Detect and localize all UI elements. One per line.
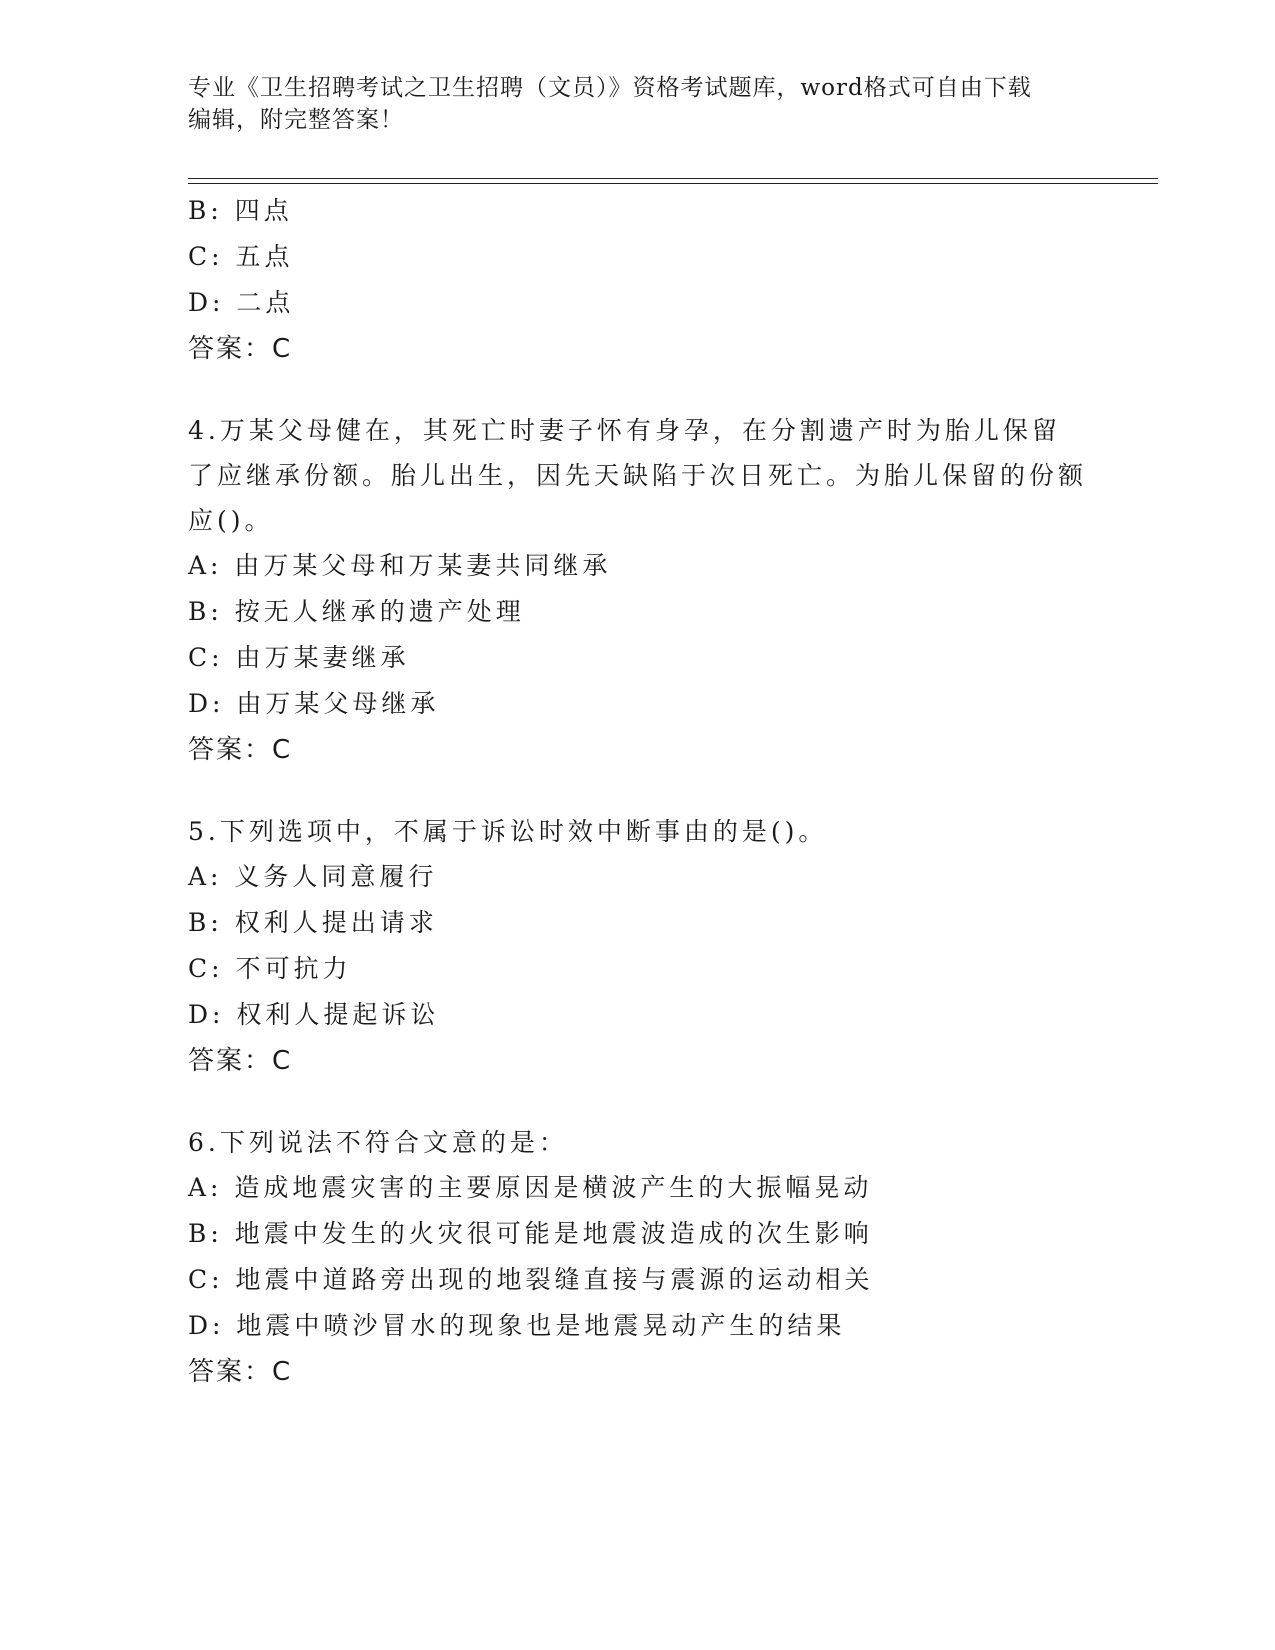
answer: 答案：C (188, 735, 293, 765)
option-d: D: 二点 (188, 288, 295, 317)
option-a: A: 造成地震灾害的主要原因是横波产生的大振幅晃动 (188, 1173, 873, 1202)
question-text: 4.万某父母健在，其死亡时妻子怀有身孕，在分割遗产时为胎儿保留了应继承份额。胎儿出生，因先天缺陷于次日死亡。为胎儿保留的份额应()。 (188, 416, 1088, 535)
question-text: 5.下列选项中，不属于诉讼时效中断事由的是()。 (188, 817, 828, 846)
answer: 答案：C (188, 1046, 293, 1076)
question-list (188, 188, 1088, 1395)
answer: 答案：C (188, 334, 293, 364)
question-block-6 (188, 1120, 1088, 1395)
question-block-5 (188, 809, 1088, 1084)
option-a: A: 义务人同意履行 (188, 862, 438, 891)
question-text: 6.下列说法不符合文意的是： (188, 1128, 568, 1157)
option-b: B: 权利人提出请求 (188, 908, 438, 937)
option-d: D: 地震中喷沙冒水的现象也是地震晃动产生的结果 (188, 1311, 846, 1340)
answer: 答案：C (188, 1357, 293, 1387)
option-d: D: 权利人提起诉讼 (188, 1000, 440, 1029)
option-c: C: 由万某妻继承 (188, 643, 410, 672)
option-d: D: 由万某父母继承 (188, 689, 440, 718)
option-b: B: 地震中发生的火灾很可能是地震波造成的次生影响 (188, 1219, 873, 1248)
option-c: C: 地震中道路旁出现的地裂缝直接与震源的运动相关 (188, 1265, 874, 1294)
option-a: A: 由万某父母和万某妻共同继承 (188, 551, 612, 580)
question-block-3-continued (188, 188, 1088, 372)
option-c: C: 不可抗力 (188, 954, 352, 983)
header-divider-bottom (188, 183, 1158, 184)
header-line-2: 编辑，附完整答案！ (188, 107, 404, 133)
option-c: C: 五点 (188, 242, 294, 271)
option-b: B: 按无人继承的遗产处理 (188, 597, 525, 626)
document-header (188, 72, 1088, 136)
question-block-4 (188, 408, 1088, 773)
header-line-1: 专业《卫生招聘考试之卫生招聘（文员）》资格考试题库，word格式可自由下载 (188, 75, 1032, 101)
option-b: B: 四点 (188, 196, 293, 225)
header-divider-top (188, 178, 1158, 179)
